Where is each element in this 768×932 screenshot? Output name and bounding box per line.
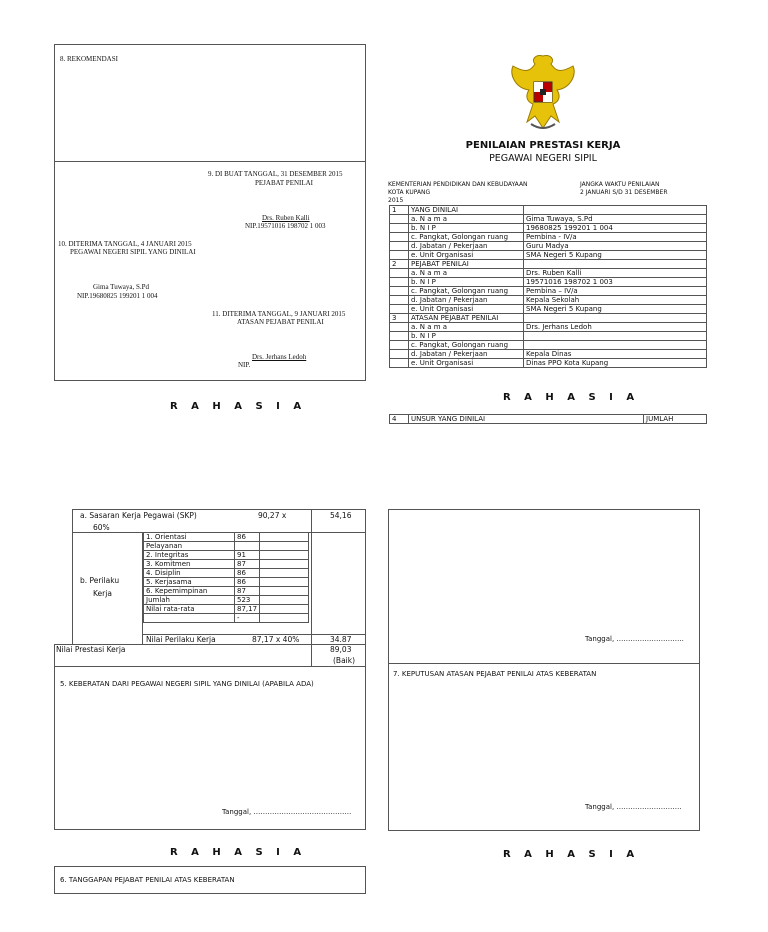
rahasia-label: R A H A S I A xyxy=(170,847,307,858)
npk-grade: (Baik) xyxy=(333,656,356,665)
npk-label: Nilai Prestasi Kerja xyxy=(56,645,126,654)
row-value xyxy=(524,332,707,341)
v-line-npk xyxy=(311,644,312,667)
aspect-label: 1. Orientasi xyxy=(144,533,235,542)
keberatan-tanggal: Tanggal, …………………………………… xyxy=(222,808,352,816)
keputusan-heading: 7. KEPUTUSAN ATASAN PEJABAT PENILAI ATAS KEBERATAN xyxy=(393,670,597,678)
row-number xyxy=(390,278,409,287)
doc-title: PENILAIAN PRESTASI KERJA xyxy=(465,140,621,151)
aspect-score xyxy=(235,542,260,551)
page1-frame xyxy=(54,44,366,381)
row-value: Drs. Ruben Kalli xyxy=(524,269,707,278)
row-label: c. Pangkat, Golongan ruang xyxy=(409,233,524,242)
row-number xyxy=(390,305,409,314)
row-value: SMA Negeri 5 Kupang xyxy=(524,305,707,314)
skp-calc: 90,27 x xyxy=(258,511,287,520)
pns-dinilai-label: PEGAWAI NEGERI SIPIL YANG DINILAI xyxy=(70,248,196,256)
np-label: Nilai Perilaku Kerja xyxy=(146,635,216,644)
kementerian-label: KEMENTERIAN PENDIDIKAN DAN KEBUDAYAAN xyxy=(388,181,528,188)
empty-cell xyxy=(260,605,309,614)
row-label: ATASAN PEJABAT PENILAI xyxy=(409,314,524,323)
row-number xyxy=(390,269,409,278)
row-label: b. N I P xyxy=(409,278,524,287)
empty-cell xyxy=(260,578,309,587)
row-number xyxy=(390,296,409,305)
aspect-score: 87,17 xyxy=(235,605,260,614)
table-row xyxy=(390,269,707,278)
rahasia-label: R A H A S I A xyxy=(503,392,640,403)
row-number xyxy=(390,350,409,359)
row-value: Gima Tuwaya, S.Pd xyxy=(524,215,707,224)
row-value xyxy=(524,341,707,350)
pegawai-nip: NIP.19680825 199201 1 004 xyxy=(77,292,158,300)
table-row xyxy=(144,551,309,560)
rekomendasi-heading: 8. REKOMENDASI xyxy=(60,55,118,63)
empty-cell xyxy=(260,569,309,578)
table-row xyxy=(390,224,707,233)
table-row xyxy=(144,596,309,605)
row-number xyxy=(390,287,409,296)
row-label: d. Jabatan / Pekerjaan xyxy=(409,350,524,359)
skp-percent: 60% xyxy=(93,523,110,532)
row-number: 3 xyxy=(390,314,409,323)
table-row xyxy=(390,287,707,296)
aspect-label: 6. Kepemimpinan xyxy=(144,587,235,596)
atasan-label: ATASAN PEJABAT PENILAI xyxy=(237,318,324,326)
aspect-score: 86 xyxy=(235,578,260,587)
unsur-label: UNSUR YANG DINILAI xyxy=(409,415,644,424)
rahasia-label: R A H A S I A xyxy=(170,401,307,412)
row-number xyxy=(390,251,409,260)
empty-cell xyxy=(260,551,309,560)
row-number xyxy=(390,215,409,224)
empty-cell xyxy=(260,596,309,605)
table-row xyxy=(390,296,707,305)
row-label: e. Unit Organisasi xyxy=(409,359,524,368)
penilai-nip: NIP.19571016 198702 1 003 xyxy=(245,222,326,230)
row-number xyxy=(390,332,409,341)
table-row xyxy=(144,587,309,596)
row-number xyxy=(390,233,409,242)
row-number: 2 xyxy=(390,260,409,269)
row-value: 19680825 199201 1 004 xyxy=(524,224,707,233)
pejabat-penilai-label: PEJABAT PENILAI xyxy=(255,179,314,187)
atasan-nip: NIP. xyxy=(238,361,251,369)
rahasia-label: R A H A S I A xyxy=(503,849,640,860)
tanggal-1: Tanggal, ……………………….. xyxy=(585,635,684,643)
divider xyxy=(389,663,699,664)
v-line-value-col xyxy=(311,509,312,645)
row-label: a. N a m a xyxy=(409,269,524,278)
aspect-label: 5. Kerjasama xyxy=(144,578,235,587)
row-label: b. N I P xyxy=(409,332,524,341)
table-row xyxy=(390,206,707,215)
np-calc: 87,17 x 40% xyxy=(252,635,300,644)
aspect-score: 86 xyxy=(235,533,260,542)
periode-label: 2 JANUARI S/D 31 DESEMBER xyxy=(580,189,668,196)
row-number xyxy=(390,323,409,332)
table-row xyxy=(144,560,309,569)
aspect-label: Nilai rata-rata xyxy=(144,605,235,614)
keberatan-heading: 5. KEBERATAN DARI PEGAWAI NEGERI SIPIL YANG DINILAI (APABILA ADA) xyxy=(60,680,314,688)
row-value: Kepala Dinas xyxy=(524,350,707,359)
table-row xyxy=(144,533,309,542)
penilai-name: Drs. Ruben Kalli xyxy=(262,214,310,222)
table-row xyxy=(390,242,707,251)
perilaku-label: b. Perilaku xyxy=(80,576,120,585)
kota-label: KOTA KUPANG xyxy=(388,189,431,196)
row-value: Dinas PPO Kota Kupang xyxy=(524,359,707,368)
aspect-label: Pelayanan xyxy=(144,542,235,551)
row-number xyxy=(390,242,409,251)
row-value xyxy=(524,260,707,269)
row-number: 1 xyxy=(390,206,409,215)
jumlah-label: JUMLAH xyxy=(644,415,707,424)
row-label: c. Pangkat, Golongan ruang xyxy=(409,287,524,296)
atasan-name: Drs. Jerhans Ledoh xyxy=(252,353,307,361)
unsur-no: 4 xyxy=(390,415,409,424)
keberatan-frame xyxy=(54,666,366,830)
aspect-score: 87 xyxy=(235,560,260,569)
table-row xyxy=(390,305,707,314)
table-row xyxy=(390,359,707,368)
table-row xyxy=(390,251,707,260)
table-row xyxy=(390,314,707,323)
row-value: Pembina - IV/a xyxy=(524,233,707,242)
row-value: Drs. Jerhans Ledoh xyxy=(524,323,707,332)
identity-table xyxy=(389,205,707,368)
row-label: a. N a m a xyxy=(409,215,524,224)
tahun-label: 2015 xyxy=(388,197,404,204)
row-label: d. Jabatan / Pekerjaan xyxy=(409,242,524,251)
table-row xyxy=(144,614,309,623)
row-number xyxy=(390,341,409,350)
tanggal-2: Tanggal, ………………………. xyxy=(585,803,682,811)
tanggapan-heading: 6. TANGGAPAN PEJABAT PENILAI ATAS KEBERATAN xyxy=(60,876,235,884)
aspect-score: 86 xyxy=(235,569,260,578)
divider xyxy=(55,161,365,162)
table-row xyxy=(390,350,707,359)
table-row xyxy=(144,605,309,614)
skp-label: a. Sasaran Kerja Pegawai (SKP) xyxy=(80,511,197,520)
row-label: e. Unit Organisasi xyxy=(409,305,524,314)
table-row xyxy=(390,341,707,350)
row-number xyxy=(390,359,409,368)
table-row xyxy=(390,278,707,287)
aspect-label: 3. Komitmen xyxy=(144,560,235,569)
row-value: 19571016 198702 1 003 xyxy=(524,278,707,287)
doc-subtitle: PEGAWAI NEGERI SIPIL xyxy=(489,153,597,164)
row-label: b. N I P xyxy=(409,224,524,233)
garuda-emblem-icon xyxy=(505,44,581,134)
row-label: PEJABAT PENILAI xyxy=(409,260,524,269)
table-row xyxy=(390,332,707,341)
diterima-10: 10. DITERIMA TANGGAL, 4 JANUARI 2015 xyxy=(58,240,192,248)
row-label: e. Unit Organisasi xyxy=(409,251,524,260)
np-value: 34.87 xyxy=(330,635,352,644)
aspect-score: 87 xyxy=(235,587,260,596)
empty-cell xyxy=(260,533,309,542)
npk-value: 89,03 xyxy=(330,645,352,654)
aspect-score: 91 xyxy=(235,551,260,560)
perilaku-table xyxy=(143,532,309,623)
empty-cell xyxy=(260,542,309,551)
dibuat-tanggal: 9. DI BUAT TANGGAL, 31 DESEMBER 2015 xyxy=(208,170,343,178)
pegawai-name: Gima Tuwaya, S.Pd xyxy=(93,283,150,291)
aspect-label: 4. Disiplin xyxy=(144,569,235,578)
jangka-label: JANGKA WAKTU PENILAIAN xyxy=(580,181,660,188)
row-label: c. Pangkat, Golongan ruang xyxy=(409,341,524,350)
row-label: d. Jabatan / Pekerjaan xyxy=(409,296,524,305)
aspect-label: 2. Integritas xyxy=(144,551,235,560)
skp-value: 54,16 xyxy=(330,511,352,520)
aspect-label: Jumlah xyxy=(144,596,235,605)
row-number xyxy=(390,224,409,233)
perilaku-label-2: Kerja xyxy=(93,589,112,598)
aspect-score: 523 xyxy=(235,596,260,605)
empty-cell xyxy=(260,560,309,569)
row-label: YANG DINILAI xyxy=(409,206,524,215)
table-row xyxy=(390,215,707,224)
unsur-header-table xyxy=(389,414,707,424)
table-row xyxy=(390,323,707,332)
empty-cell xyxy=(260,614,309,623)
table-row xyxy=(144,578,309,587)
row-value xyxy=(524,206,707,215)
table-row xyxy=(390,260,707,269)
row-value: Pembina – IV/a xyxy=(524,287,707,296)
row-label: a. N a m a xyxy=(409,323,524,332)
table-row xyxy=(144,542,309,551)
row-value: SMA Negeri 5 Kupang xyxy=(524,251,707,260)
aspect-label xyxy=(144,614,235,623)
diterima-11: 11. DITERIMA TANGGAL, 9 JANUARI 2015 xyxy=(212,310,346,318)
aspect-score: - xyxy=(235,614,260,623)
row-value xyxy=(524,314,707,323)
empty-cell xyxy=(260,587,309,596)
table-row xyxy=(390,233,707,242)
row-value: Guru Madya xyxy=(524,242,707,251)
row-value: Kepala Sekolah xyxy=(524,296,707,305)
table-row xyxy=(144,569,309,578)
